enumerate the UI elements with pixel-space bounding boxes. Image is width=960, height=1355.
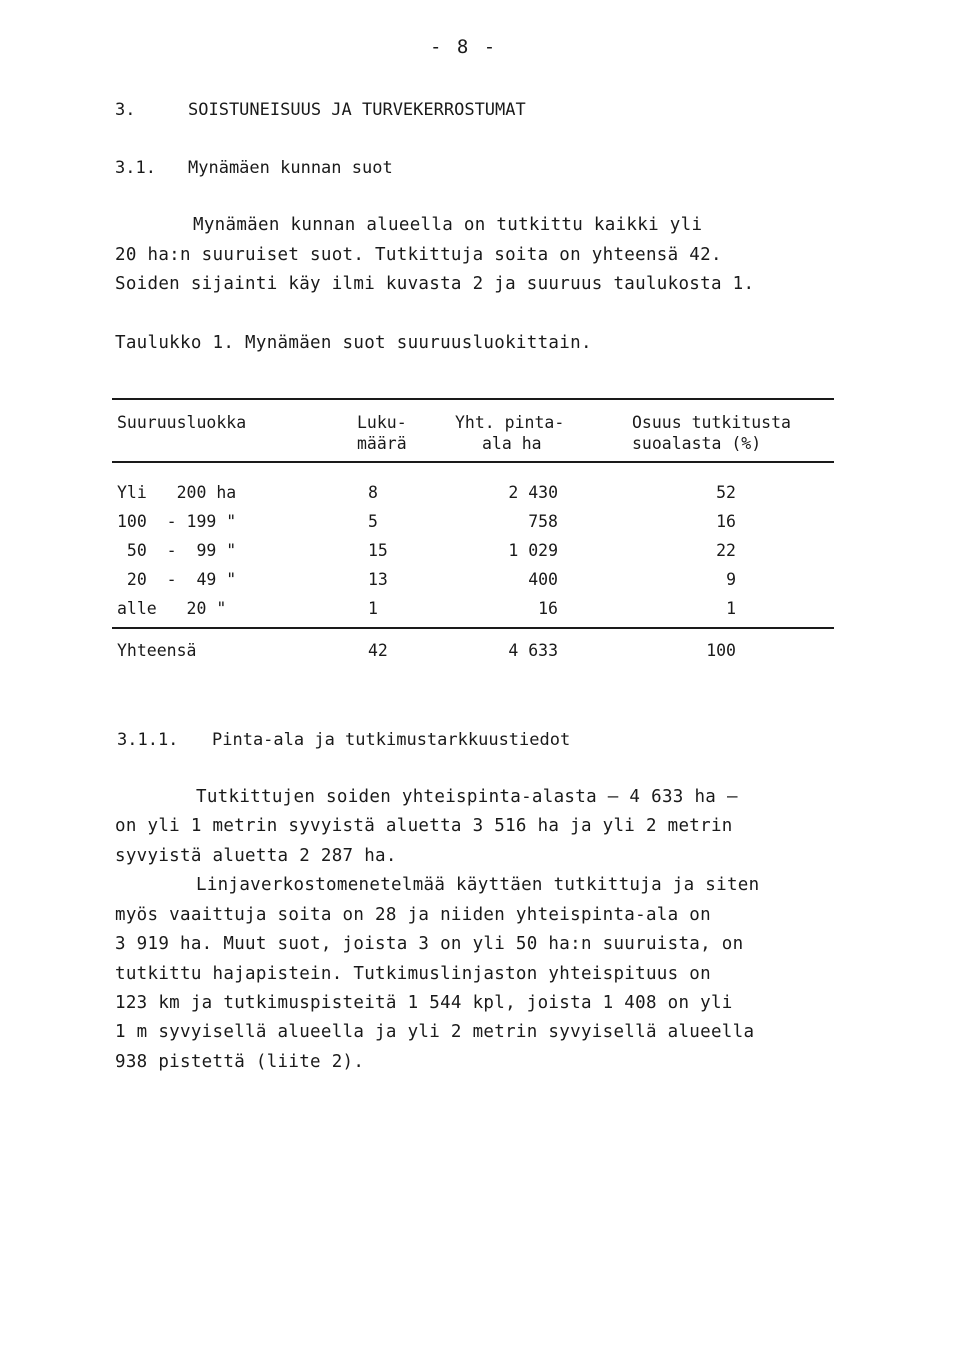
cell-count: 13 <box>368 570 388 589</box>
subsection-number: 3.1. <box>115 158 156 178</box>
paragraph-line: syvyistä aluetta 2 287 ha. <box>115 846 397 866</box>
cell-share: 22 <box>716 541 736 560</box>
table-total-rule <box>112 627 834 629</box>
header-share-line2: suoalasta (%) <box>632 434 762 453</box>
total-label: Yhteensä <box>117 641 197 660</box>
cell-area: 1 029 <box>508 541 558 560</box>
subsubsection-title: Pinta-ala ja tutkimustarkkuustiedot <box>212 730 571 750</box>
paragraph-line: 123 km ja tutkimuspisteitä 1 544 kpl, joista 1 408 on yli <box>115 993 733 1013</box>
cell-area: 16 <box>538 599 558 618</box>
intro-line: Mynämäen kunnan alueella on tutkittu kaikki yli <box>193 215 703 235</box>
cell-class: alle 20 " <box>117 599 227 618</box>
paragraph-line: 3 919 ha. Muut suot, joista 3 on yli 50 ha:n suuruista, on <box>115 934 744 954</box>
intro-line: 20 ha:n suuruiset suot. Tutkittuja soita on yhteensä 42. <box>115 245 722 265</box>
cell-share: 9 <box>726 570 736 589</box>
header-share-line1: Osuus tutkitusta <box>632 413 791 432</box>
section-number: 3. <box>115 100 136 120</box>
total-count: 42 <box>368 641 388 660</box>
paragraph-line: tutkittu hajapistein. Tutkimuslinjaston yhteispituus on <box>115 964 711 984</box>
cell-count: 15 <box>368 541 388 560</box>
table-top-rule <box>112 398 834 400</box>
header-area-line1: Yht. pinta- <box>455 413 565 432</box>
total-share: 100 <box>706 641 736 660</box>
cell-share: 1 <box>726 599 736 618</box>
total-area: 4 633 <box>508 641 558 660</box>
cell-class: 20 - 49 " <box>117 570 237 589</box>
paragraph-line: 938 pistettä (liite 2). <box>115 1052 365 1072</box>
cell-count: 8 <box>368 483 378 502</box>
header-class: Suuruusluokka <box>117 413 247 432</box>
paragraph-line: Linjaverkostomenetelmää käyttäen tutkittuja ja siten <box>196 875 760 895</box>
header-count-line2: määrä <box>357 434 407 453</box>
cell-area: 2 430 <box>508 483 558 502</box>
cell-count: 5 <box>368 512 378 531</box>
paragraph-line: myös vaaittuja soita on 28 ja niiden yhteispinta-ala on <box>115 905 711 925</box>
section-title: SOISTUNEISUUS JA TURVEKERROSTUMAT <box>188 100 526 120</box>
cell-class: Yli 200 ha <box>117 483 237 502</box>
page-number: - 8 - <box>430 36 498 58</box>
paragraph-line: 1 m syvyisellä alueella ja yli 2 metrin syvyisellä alueella <box>115 1022 755 1042</box>
cell-share: 52 <box>716 483 736 502</box>
header-area-line2: ala ha <box>482 434 542 453</box>
paragraph-line: Tutkittujen soiden yhteispinta-alasta — 4 633 ha — <box>196 787 738 807</box>
table-header-rule <box>112 461 834 463</box>
subsubsection-number: 3.1.1. <box>117 730 179 750</box>
cell-class: 50 - 99 " <box>117 541 237 560</box>
cell-class: 100 - 199 " <box>117 512 237 531</box>
cell-area: 758 <box>528 512 558 531</box>
cell-count: 1 <box>368 599 378 618</box>
cell-share: 16 <box>716 512 736 531</box>
paragraph-line: on yli 1 metrin syvyistä aluetta 3 516 ha ja yli 2 metrin <box>115 816 733 836</box>
header-count-line1: Luku- <box>357 413 407 432</box>
cell-area: 400 <box>528 570 558 589</box>
intro-line: Soiden sijainti käy ilmi kuvasta 2 ja suuruus taulukosta 1. <box>115 274 755 294</box>
table-caption: Taulukko 1. Mynämäen suot suuruusluokittain. <box>115 333 592 353</box>
subsection-title: Mynämäen kunnan suot <box>188 158 393 178</box>
